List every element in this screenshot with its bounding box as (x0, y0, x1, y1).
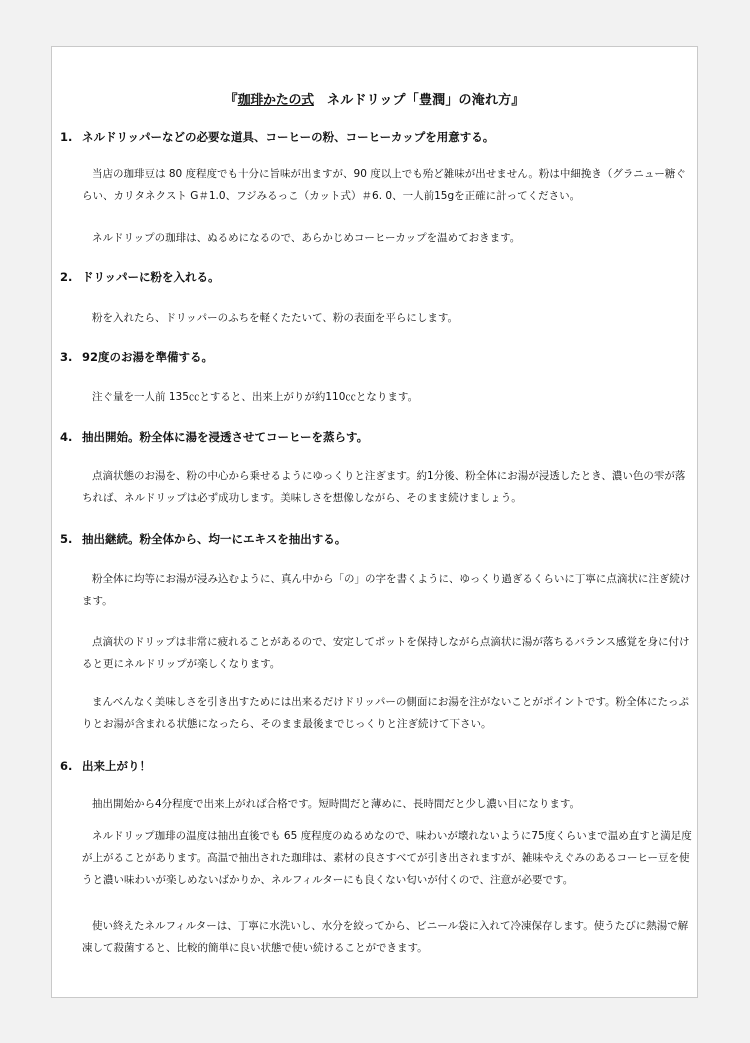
paragraph: 点滴状のドリップは非常に疲れることがあるので、安定してポットを保持しながら点滴状に湯が落ちるバランス感覚を身に付けると更にネルドリップが楽しくなります。 (82, 636, 690, 670)
paragraph: 使い終えたネルフィルターは、丁寧に水洗いし、水分を絞ってから、ビニール袋に入れて冷凍保存します。使うたびに熱湯で解凍して殺菌すると、比較的簡単に良い状態で使い続けることができます。 (82, 920, 689, 954)
title-text: ネルドリップ「豊潤」の淹れ方』 (313, 93, 525, 108)
paragraph: ネルドリップの珈琲は、ぬるめになるので、あらかじめコーヒーカップを温めておきます。 (92, 232, 521, 244)
section-heading-text: ネルドリッパーなどの必要な道具、コーヒーの粉、コーヒーカップを用意する。 (82, 130, 495, 144)
paragraph: まんべんなく美味しさを引き出すためには出来るだけドリッパーの側面にお湯を注がないことがポイントです。粉全体にたっぷりとお湯が含まれる状態になったら、そのまま最後までじっくりと注ぎ続けて下さい。 (82, 696, 690, 730)
document-title (52, 89, 697, 108)
section-number: 1. (60, 130, 73, 144)
section-heading-text: 92度のお湯を準備する。 (82, 350, 214, 364)
section-heading-text: 抽出開始。粉全体に湯を浸透させてコーヒーを蒸らす。 (82, 430, 369, 444)
paragraph: 粉全体に均等にお湯が浸み込むように、真ん中から「の」の字を書くように、ゆっくり過ぎるくらいに丁寧に点滴状に注ぎ続けます。 (82, 573, 691, 607)
section-number: 5. (60, 532, 73, 546)
title-brand: 珈琲かたの式 (237, 93, 314, 108)
paragraph: ネルドリップ珈琲の温度は抽出直後でも 65 度程度のぬるめなので、味わいが壊れないように75度くらいまで温め直すと満足度が上がることがあります。高温で抽出された珈琲は、素材の良さすべてが引き出されますが、雑味やえぐみのあるコーヒー豆を使うと濃い味わいが楽しめないばかりか、ネルフィルターにも良くない匂いが付くので、注意が必要です。 (82, 830, 692, 886)
paragraph: 粉を入れたら、ドリッパーのふちを軽くたたいて、粉の表面を平らにします。 (92, 312, 459, 324)
section-heading-text: ドリッパーに粉を入れる。 (82, 270, 220, 284)
section-number: 4. (60, 430, 73, 444)
section-heading-1 (60, 129, 494, 145)
section-heading-3 (60, 349, 213, 365)
section-number: 6. (60, 759, 73, 773)
paragraph: 点滴状態のお湯を、粉の中心から乗せるようにゆっくりと注ぎます。約1分後、粉全体にお湯が浸透したとき、濃い色の雫が落ちれば、ネルドリップは必ず成功します。美味しさを想像しながら、そのまま続けましょう。 (82, 470, 686, 504)
section-heading-2 (60, 269, 220, 285)
section-heading-5 (60, 531, 346, 547)
document-page (51, 46, 698, 998)
paragraph: 抽出開始から4分程度で出来上がれば合格です。短時間だと薄めに、長時間だと少し濃い目になります。 (92, 798, 580, 810)
paragraph: 注ぐ量を一人前 135㏄とすると、出来上がりが約110㏄となります。 (92, 391, 419, 403)
section-heading-text: 抽出継続。粉全体から、均一にエキスを抽出する。 (82, 532, 347, 546)
section-heading-4 (60, 429, 368, 445)
section-heading-6 (60, 758, 151, 774)
paragraph: 当店の珈琲豆は 80 度程度でも十分に旨味が出ますが、90 度以上でも殆ど雑味が出せません。粉は中細挽き（グラニュー糖ぐらい、カリタネクスト G＃1.0、フジみるっこ（カット式）＃6. 0、一人前15gを正確に計ってください。 (82, 168, 686, 202)
section-heading-text: 出来上がり！ (82, 759, 151, 773)
title-open-bracket: 『 (224, 93, 238, 108)
section-number: 2. (60, 270, 73, 284)
section-number: 3. (60, 350, 73, 364)
